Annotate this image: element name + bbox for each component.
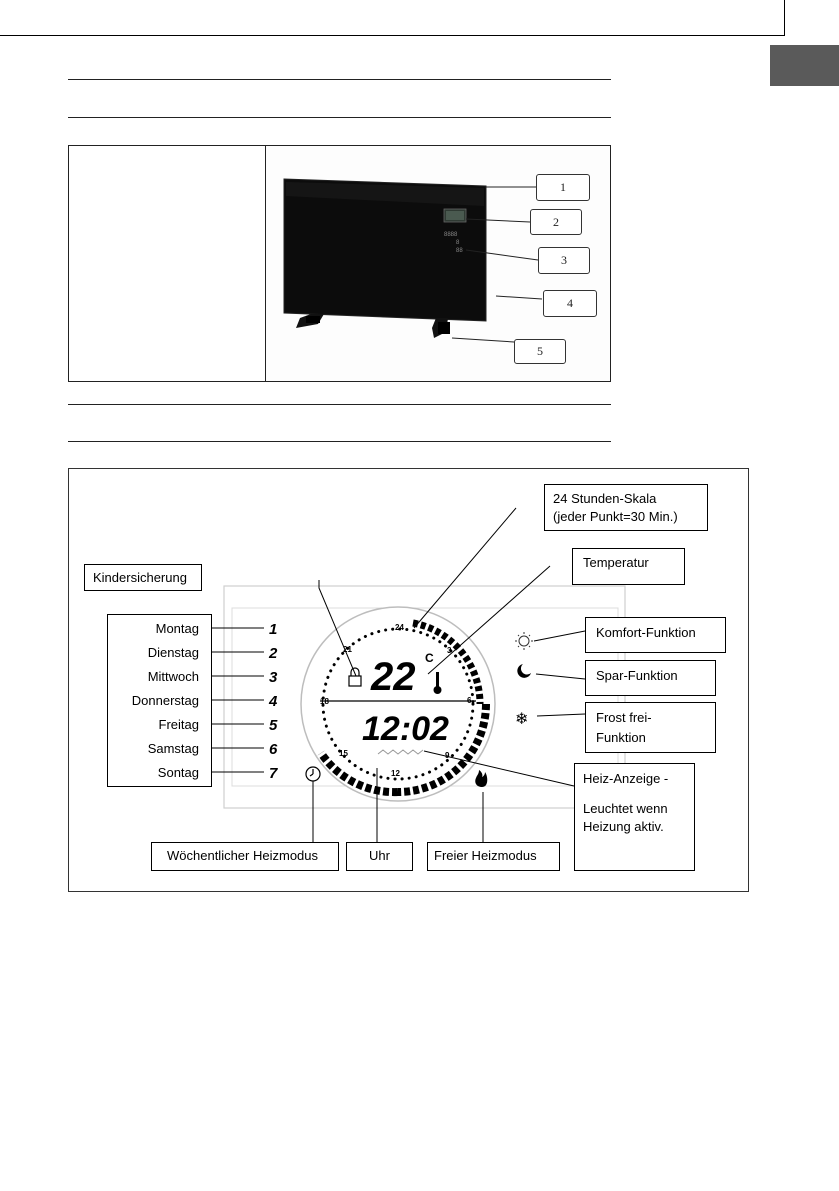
svg-text:7: 7 bbox=[269, 765, 278, 782]
page-top-rule bbox=[0, 35, 785, 36]
page-corner-tick bbox=[784, 0, 785, 36]
moon-icon bbox=[517, 664, 531, 678]
day-wednesday: Mittwoch bbox=[147, 669, 199, 684]
label-eco: Spar-Funktion bbox=[585, 660, 716, 696]
temperature-unit: C bbox=[425, 651, 434, 665]
label-comfort: Komfort-Funktion bbox=[585, 617, 726, 653]
svg-text:18: 18 bbox=[320, 697, 329, 706]
svg-text:1: 1 bbox=[269, 621, 278, 638]
svg-text:8888: 8888 bbox=[444, 232, 458, 238]
label-24h-scale: 24 Stunden-Skala (jeder Punkt=30 Min.) bbox=[544, 484, 708, 531]
svg-text:24: 24 bbox=[395, 623, 404, 632]
svg-text:9: 9 bbox=[445, 751, 450, 760]
label-child-lock: Kindersicherung bbox=[84, 564, 202, 591]
day-thursday: Donnerstag bbox=[131, 693, 199, 708]
callout-5: 5 bbox=[514, 339, 566, 364]
clock-readout: 12:02 bbox=[362, 710, 449, 748]
section-rule-bottom bbox=[68, 441, 611, 442]
svg-text:15: 15 bbox=[339, 749, 348, 758]
day-saturday: Samstag bbox=[147, 741, 199, 756]
svg-text:4: 4 bbox=[269, 693, 278, 710]
day-tuesday: Dienstag bbox=[147, 645, 199, 660]
weekday-list bbox=[107, 614, 212, 787]
svg-text:6: 6 bbox=[269, 741, 278, 758]
label-frost: Frost frei- Funktion bbox=[585, 702, 716, 753]
section-rule-top bbox=[68, 404, 611, 405]
snowflake-icon: ❄ bbox=[515, 711, 529, 728]
label-free-mode: Freier Heizmodus bbox=[427, 842, 560, 871]
flame-icon bbox=[475, 770, 487, 787]
label-temperature: Temperatur bbox=[572, 548, 685, 585]
label-clock: Uhr bbox=[346, 842, 413, 871]
clock-icon bbox=[306, 767, 320, 781]
callout-1: 1 bbox=[536, 174, 590, 201]
callout-3: 3 bbox=[538, 247, 590, 274]
svg-text:88: 88 bbox=[456, 248, 463, 254]
temperature-readout: 22 bbox=[371, 655, 416, 699]
svg-text:3: 3 bbox=[447, 646, 452, 655]
language-tab bbox=[770, 45, 839, 86]
svg-text:21: 21 bbox=[343, 645, 352, 654]
day-monday: Montag bbox=[155, 621, 199, 636]
callout-4: 4 bbox=[543, 290, 597, 317]
day-friday: Freitag bbox=[158, 717, 199, 732]
svg-text:5: 5 bbox=[269, 717, 278, 734]
heading-rule-bottom bbox=[68, 117, 611, 118]
thermometer-icon bbox=[436, 672, 439, 688]
label-weekly-mode: Wöchentlicher Heizmodus bbox=[151, 842, 339, 871]
sun-icon bbox=[515, 632, 533, 650]
heading-rule-top bbox=[68, 79, 611, 80]
day-sunday: Sontag bbox=[157, 765, 199, 780]
svg-text:3: 3 bbox=[269, 669, 278, 686]
callout-2: 2 bbox=[530, 209, 582, 235]
svg-text:12: 12 bbox=[391, 769, 400, 778]
svg-text:8: 8 bbox=[456, 240, 460, 246]
svg-text:2: 2 bbox=[269, 645, 278, 662]
svg-text:6: 6 bbox=[467, 696, 472, 705]
label-heat-indicator: Heiz-Anzeige - Leuchtet wenn Heizung aktiv. bbox=[574, 763, 695, 871]
